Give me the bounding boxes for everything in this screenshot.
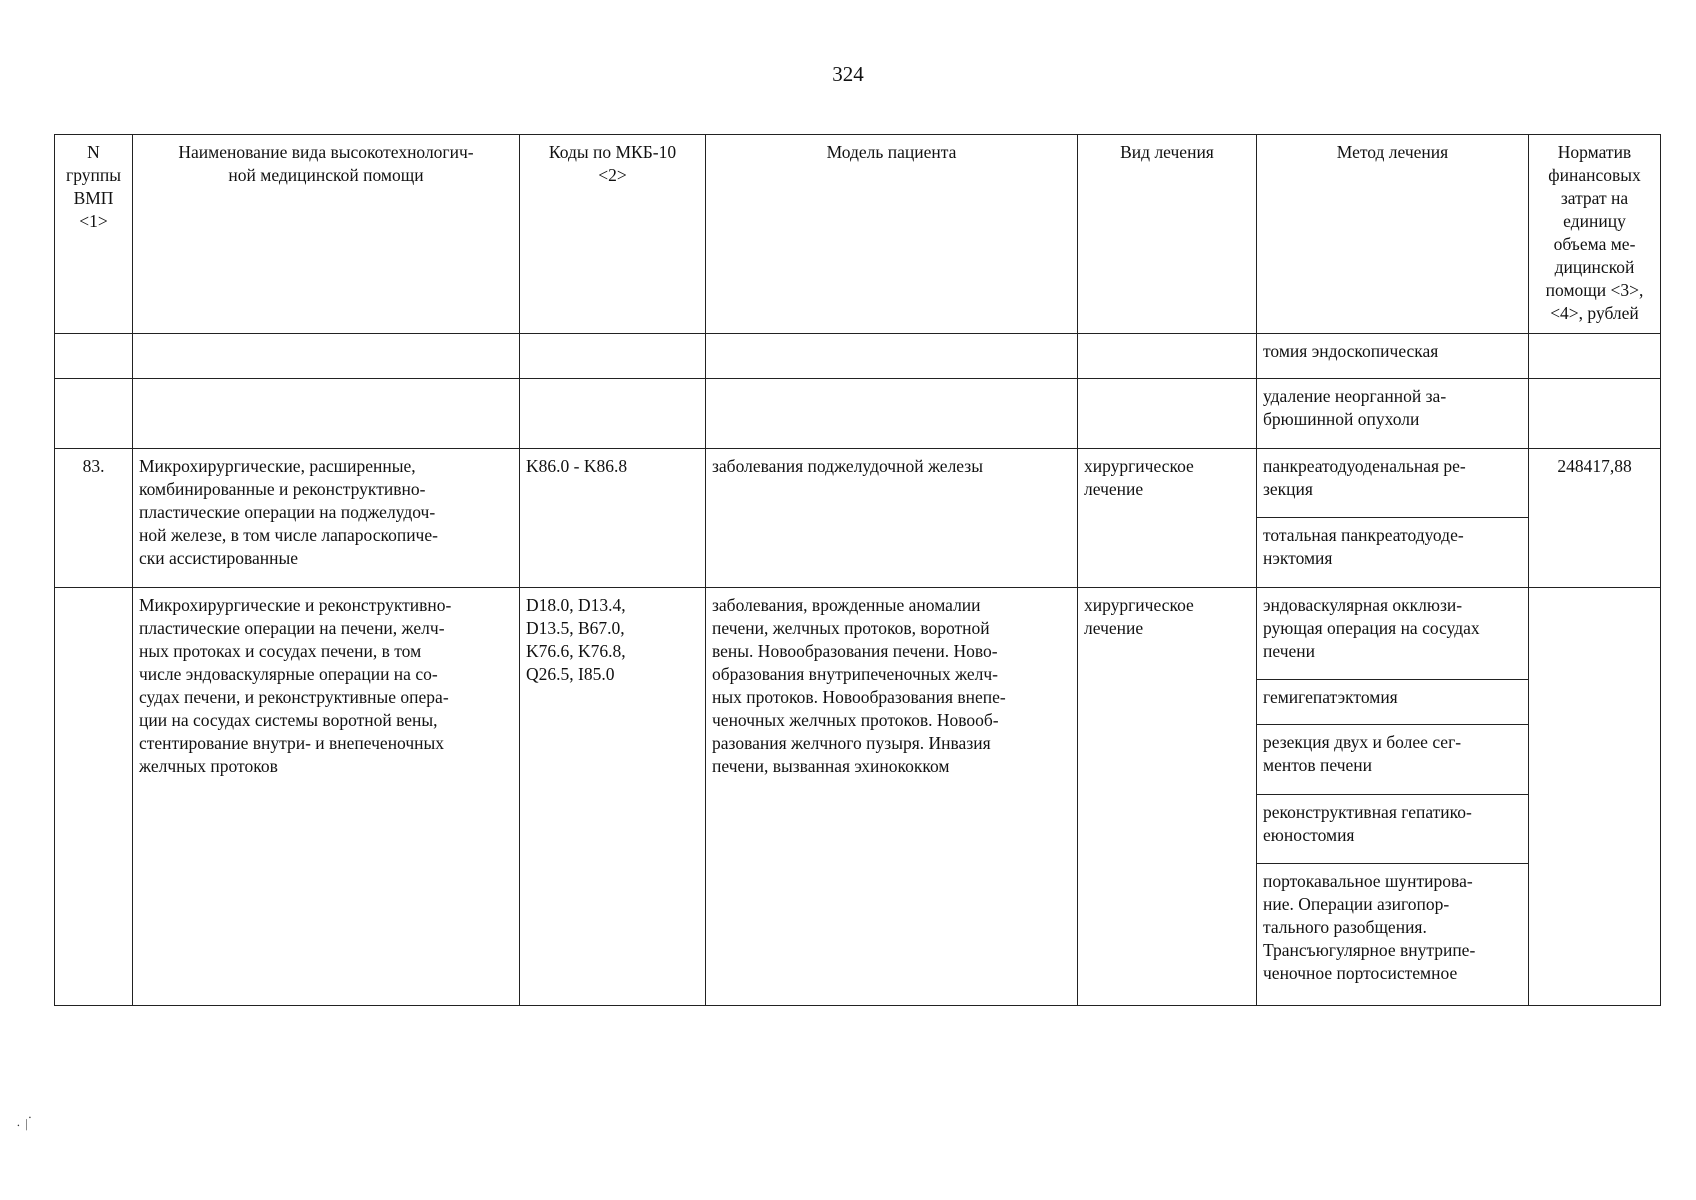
header-care-type-name: Наименование вида высокотехнологич- ной медицинской помощи [133, 135, 520, 334]
empty-cell [520, 379, 706, 449]
method-cell: удаление неорганной за- брюшинной опухоли [1257, 379, 1529, 449]
treatment-type-cell: хирургическое лечение [1078, 449, 1257, 588]
method-cell: портокавальное шунтирова- ние. Операции азигопор- тального разобщения. Трансъюгулярное внутрипе- ченочное портосистемное [1257, 864, 1529, 1006]
empty-cell [706, 379, 1078, 449]
empty-cell [55, 334, 133, 379]
empty-cell [706, 334, 1078, 379]
empty-cell [1078, 334, 1257, 379]
method-cell: гемигепатэктомия [1257, 680, 1529, 725]
header-treatment-type: Вид лечения [1078, 135, 1257, 334]
header-cost-norm: Норматив финансовых затрат на единицу объема ме- дицинской помощи <3>, <4>, рублей [1529, 135, 1661, 334]
header-group-number: N группы ВМП <1> [55, 135, 133, 334]
empty-cell [1529, 588, 1661, 1006]
empty-cell [133, 379, 520, 449]
treatment-type-cell: хирургическое лечение [1078, 588, 1257, 1006]
table-row [55, 588, 1661, 680]
empty-cell [55, 379, 133, 449]
header-row [55, 135, 1661, 334]
scan-mark: ˙ ⁄ ˙ [15, 1114, 39, 1138]
patient-model-cell: заболевания поджелудочной железы [706, 449, 1078, 588]
icd10-codes-cell: D18.0, D13.4, D13.5, B67.0, K76.6, K76.8, Q26.5, I85.0 [520, 588, 706, 1006]
empty-cell [1529, 334, 1661, 379]
table-row [55, 334, 1661, 379]
page-number: 324 [832, 62, 864, 86]
header-patient-model: Модель пациента [706, 135, 1078, 334]
vmp-table [54, 134, 1661, 1006]
method-cell: реконструктивная гепатико- еюностомия [1257, 795, 1529, 864]
empty-cell [55, 588, 133, 1006]
table-row [55, 379, 1661, 449]
icd10-codes-cell: K86.0 - K86.8 [520, 449, 706, 588]
group-number-cell: 83. [55, 449, 133, 588]
care-type-name-cell: Микрохирургические и реконструктивно- пластические операции на печени, желч- ных протоках и сосудах печени, в том числе эндоваскулярные операции на со- судах печени, и реконструктивные опера- ции на сосудах системы воротной вены, стентирование внутри- и внепеченочных желчных протоков [133, 588, 520, 1006]
empty-cell [133, 334, 520, 379]
method-cell: тотальная панкреатодуоде- нэктомия [1257, 518, 1529, 588]
empty-cell [1529, 379, 1661, 449]
method-cell: томия эндоскопическая [1257, 334, 1529, 379]
header-icd10-codes: Коды по МКБ-10 <2> [520, 135, 706, 334]
method-cell: панкреатодуоденальная ре- зекция [1257, 449, 1529, 518]
care-type-name-cell: Микрохирургические, расширенные, комбинированные и реконструктивно- пластические операции на поджелудоч- ной железе, в том числе лапароскопиче- ски ассистированные [133, 449, 520, 588]
method-cell: эндоваскулярная окклюзи- рующая операция на сосудах печени [1257, 588, 1529, 680]
empty-cell [1078, 379, 1257, 449]
patient-model-cell: заболевания, врожденные аномалии печени, желчных протоков, воротной вены. Новообразования печени. Ново- образования внутрипеченочных желч- ных протоков. Новообразования внепе- ченочных желчных протоков. Новооб- разования желчного пузыря. Инвазия печени, вызванная эхинококком [706, 588, 1078, 1006]
empty-cell [520, 334, 706, 379]
method-cell: резекция двух и более сег- ментов печени [1257, 725, 1529, 795]
cost-norm-cell: 248417,88 [1529, 449, 1661, 588]
header-treatment-method: Метод лечения [1257, 135, 1529, 334]
table-row [55, 449, 1661, 518]
